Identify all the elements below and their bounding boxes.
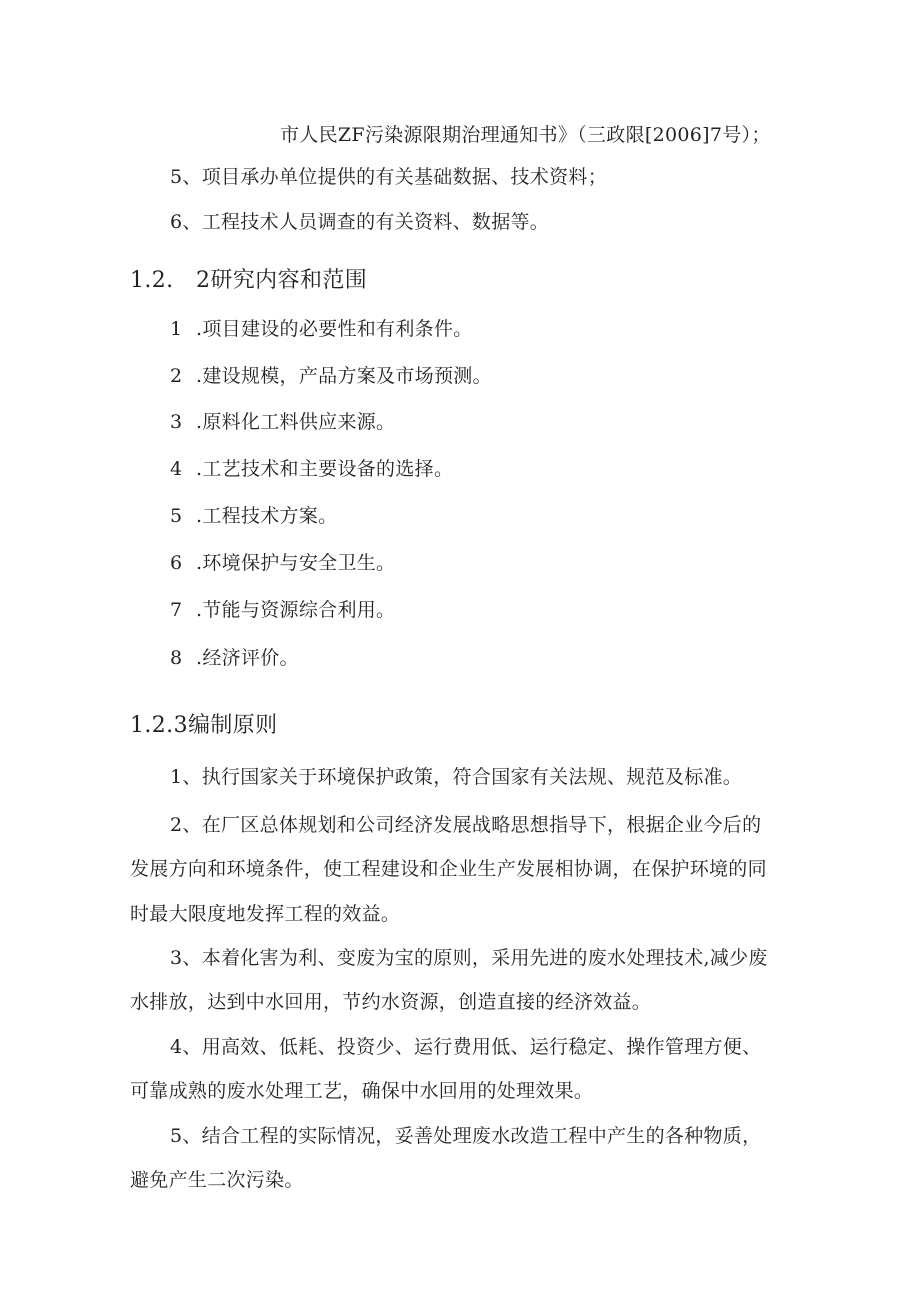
list-item-text: .建设规模，产品方案及市场预测。 [196,365,492,387]
principle-paragraph-5-line-2: 避免产生二次污染。 [130,1169,304,1191]
list-item [170,551,395,575]
principle-paragraph-3-line-1: 3、本着化害为利、变废为宝的原则，采用先进的废水处理技术,减少废 [170,947,768,969]
list-item-number: 5 [170,505,183,527]
principle-paragraph-2-line-1: 2、在厂区总体规划和公司经济发展战略思想指导下，根据企业今后的 [170,814,762,836]
list-item-text: .经济评价。 [196,647,299,669]
list-item [170,317,473,341]
list-item [170,364,492,388]
principle-paragraph-1: 1、执行国家关于环境保护政策，符合国家有关法规、规范及标准。 [170,766,743,788]
list-item-number: 4 [170,458,183,480]
principle-paragraph-2-line-3: 时最大限度地发挥工程的效益。 [130,903,401,925]
principle-paragraph-4-line-2: 可靠成熟的废水处理工艺，确保中水回用的处理效果。 [130,1080,594,1102]
reference-item-6: 6、工程技术人员调查的有关资料、数据等。 [170,211,550,233]
list-item-text: .工艺技术和主要设备的选择。 [196,458,454,480]
list-item-text: .工程技术方案。 [196,505,338,527]
principle-paragraph-5-line-1: 5、结合工程的实际情况，妥善处理废水改造工程中产生的各种物质， [170,1125,762,1147]
principle-paragraph-4-line-1: 4、用高效、低耗、投资少、运行费用低、运行稳定、操作管理方便、 [170,1036,762,1058]
list-item-number: 7 [170,599,183,621]
list-item-number: 6 [170,552,183,574]
list-item-text: .原料化工料供应来源。 [196,411,396,433]
section-heading-1-2-2: 1.2. 2研究内容和范围 [130,268,368,293]
reference-continuation-line: 市人民ZF污染源限期治理通知书》（三政限[2006]7号）； [280,124,771,146]
principle-paragraph-2-line-2: 发展方向和环境条件，使工程建设和企业生产发展相协调，在保护环境的同 [130,858,767,880]
list-item-number: 8 [170,647,183,669]
reference-item-5: 5、项目承办单位提供的有关基础数据、技术资料； [170,166,607,188]
list-item [170,457,453,481]
list-item [170,646,299,670]
list-item [170,410,395,434]
list-item-text: .节能与资源综合利用。 [196,599,396,621]
list-item-number: 1 [170,318,183,340]
list-item-text: .环境保护与安全卫生。 [196,552,396,574]
list-item-text: .项目建设的必要性和有利条件。 [196,318,473,340]
list-item-number: 3 [170,411,183,433]
list-item [170,504,337,528]
section-heading-1-2-3: 1.2.3编制原则 [130,713,278,738]
list-item [170,598,395,622]
list-item-number: 2 [170,365,183,387]
principle-paragraph-3-line-2: 水排放，达到中水回用，节约水资源，创造直接的经济效益。 [130,991,652,1013]
